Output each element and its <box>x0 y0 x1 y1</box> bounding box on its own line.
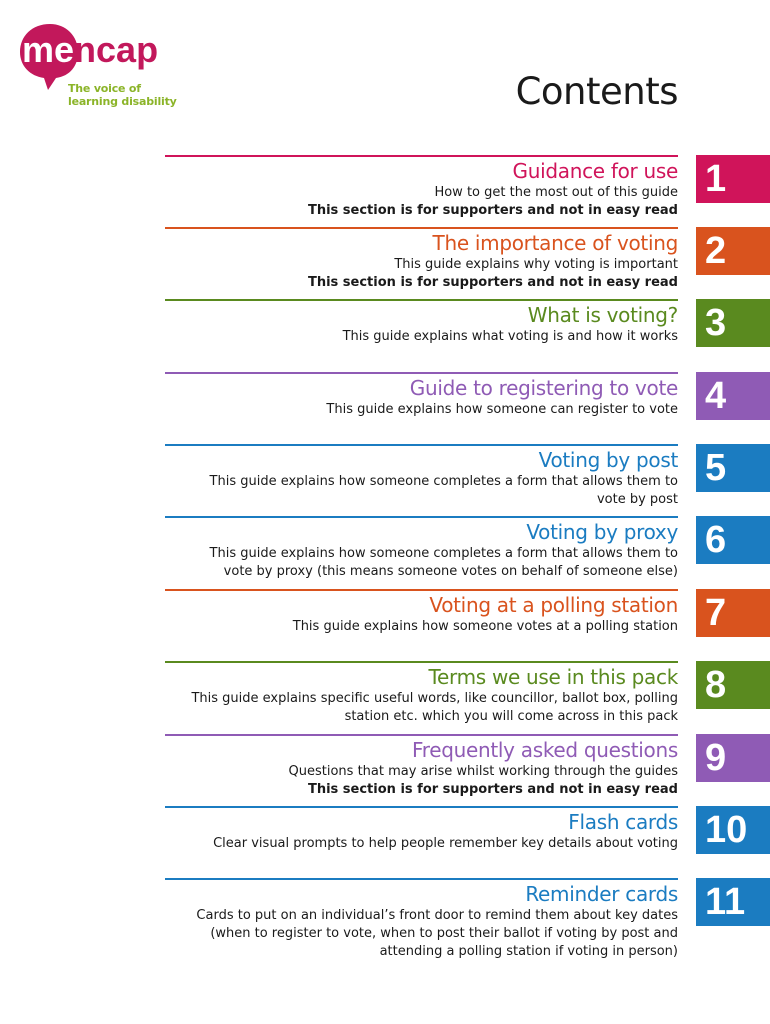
entry-title: Terms we use in this pack <box>428 665 678 689</box>
tagline-line-1: The voice of <box>68 82 141 95</box>
entry-description-line: This guide explains specific useful words, like councillor, ballot box, polling <box>191 691 678 706</box>
entry-description-line: This guide explains what voting is and how it works <box>342 329 678 344</box>
entry-text <box>148 664 678 726</box>
entry-title: Frequently asked questions <box>411 738 678 762</box>
entry-description-line: How to get the most out of this guide <box>434 185 678 200</box>
entry-title: Guide to registering to vote <box>409 376 678 400</box>
entry-title: Voting at a polling station <box>429 593 678 617</box>
contents-entry <box>0 155 770 227</box>
logo-word-part-1: me <box>22 29 75 70</box>
entry-text <box>148 375 678 419</box>
entry-divider <box>165 589 678 591</box>
entry-text <box>148 447 678 509</box>
contents-entry <box>0 299 770 371</box>
entry-text <box>148 881 678 961</box>
entry-number-badge: 11 <box>696 878 770 926</box>
entry-number-badge: 5 <box>696 444 770 492</box>
entry-number-badge: 9 <box>696 734 770 782</box>
entry-divider <box>165 155 678 157</box>
entry-supporter-note: This section is for supporters and not in easy read <box>307 782 678 797</box>
entry-description-line: This guide explains how someone can register to vote <box>326 402 678 417</box>
entry-number-badge: 3 <box>696 299 770 347</box>
entry-title: Voting by proxy <box>526 520 678 544</box>
entry-number-badge: 1 <box>696 155 770 203</box>
contents-entry <box>0 661 770 733</box>
page-title: Contents <box>515 70 678 113</box>
entry-supporter-note: This section is for supporters and not in easy read <box>307 203 678 218</box>
logo-tagline <box>68 82 177 108</box>
entry-description-line: Cards to put on an individual’s front door to remind them about key dates <box>196 908 678 923</box>
entry-number-badge: 8 <box>696 661 770 709</box>
logo-word-part-2: ncap <box>74 29 159 70</box>
entry-title: Voting by post <box>538 448 678 472</box>
speech-bubble-logo-icon <box>18 20 188 90</box>
entry-divider <box>165 734 678 736</box>
entry-divider <box>165 444 678 446</box>
entry-supporter-note: This section is for supporters and not in easy read <box>307 275 678 290</box>
entry-description-line: vote by proxy (this means someone votes on behalf of someone else) <box>223 564 678 579</box>
entry-text <box>148 592 678 636</box>
entry-text <box>148 809 678 853</box>
entry-description-line: Clear visual prompts to help people remember key details about voting <box>213 836 678 851</box>
entry-title: Flash cards <box>568 810 678 834</box>
contents-entry <box>0 878 770 959</box>
contents-entry <box>0 516 770 588</box>
entry-text <box>148 230 678 292</box>
entry-title: Guidance for use <box>512 159 678 183</box>
entry-description-line: vote by post <box>596 492 678 507</box>
entry-title: The importance of voting <box>432 231 678 255</box>
entry-number-badge: 6 <box>696 516 770 564</box>
logo-wordmark <box>22 29 158 70</box>
contents-entry <box>0 734 770 806</box>
entry-divider <box>165 806 678 808</box>
entry-description-line: This guide explains how someone completes a form that allows them to <box>209 546 678 561</box>
entry-text <box>148 302 678 346</box>
contents-entry <box>0 806 770 878</box>
entry-title: Reminder cards <box>525 882 678 906</box>
entry-text <box>148 158 678 220</box>
entry-divider <box>165 516 678 518</box>
entry-description-line: This guide explains why voting is important <box>394 257 678 272</box>
entry-number-badge: 4 <box>696 372 770 420</box>
entry-divider <box>165 878 678 880</box>
entry-divider <box>165 372 678 374</box>
contents-entry <box>0 444 770 516</box>
entry-number-badge: 7 <box>696 589 770 637</box>
entry-divider <box>165 227 678 229</box>
contents-entry <box>0 589 770 661</box>
entry-description-line: attending a polling station if voting in person) <box>379 944 678 959</box>
entry-description-line: This guide explains how someone completes a form that allows them to <box>209 474 678 489</box>
entry-description-line: This guide explains how someone votes at a polling station <box>292 619 678 634</box>
entry-text <box>148 737 678 799</box>
entry-text <box>148 519 678 581</box>
entry-number-badge: 2 <box>696 227 770 275</box>
entry-divider <box>165 299 678 301</box>
contents-entry <box>0 227 770 299</box>
entry-title: What is voting? <box>527 303 678 327</box>
entry-description-line: station etc. which you will come across in this pack <box>344 709 678 724</box>
tagline-line-2: learning disability <box>68 95 177 108</box>
entry-description-line: Questions that may arise whilst working through the guides <box>288 764 678 779</box>
entry-divider <box>165 661 678 663</box>
entry-description-line: (when to register to vote, when to post their ballot if voting by post and <box>210 926 678 941</box>
mencap-logo <box>18 20 188 115</box>
contents-entry <box>0 372 770 444</box>
entry-number-badge: 10 <box>696 806 770 854</box>
